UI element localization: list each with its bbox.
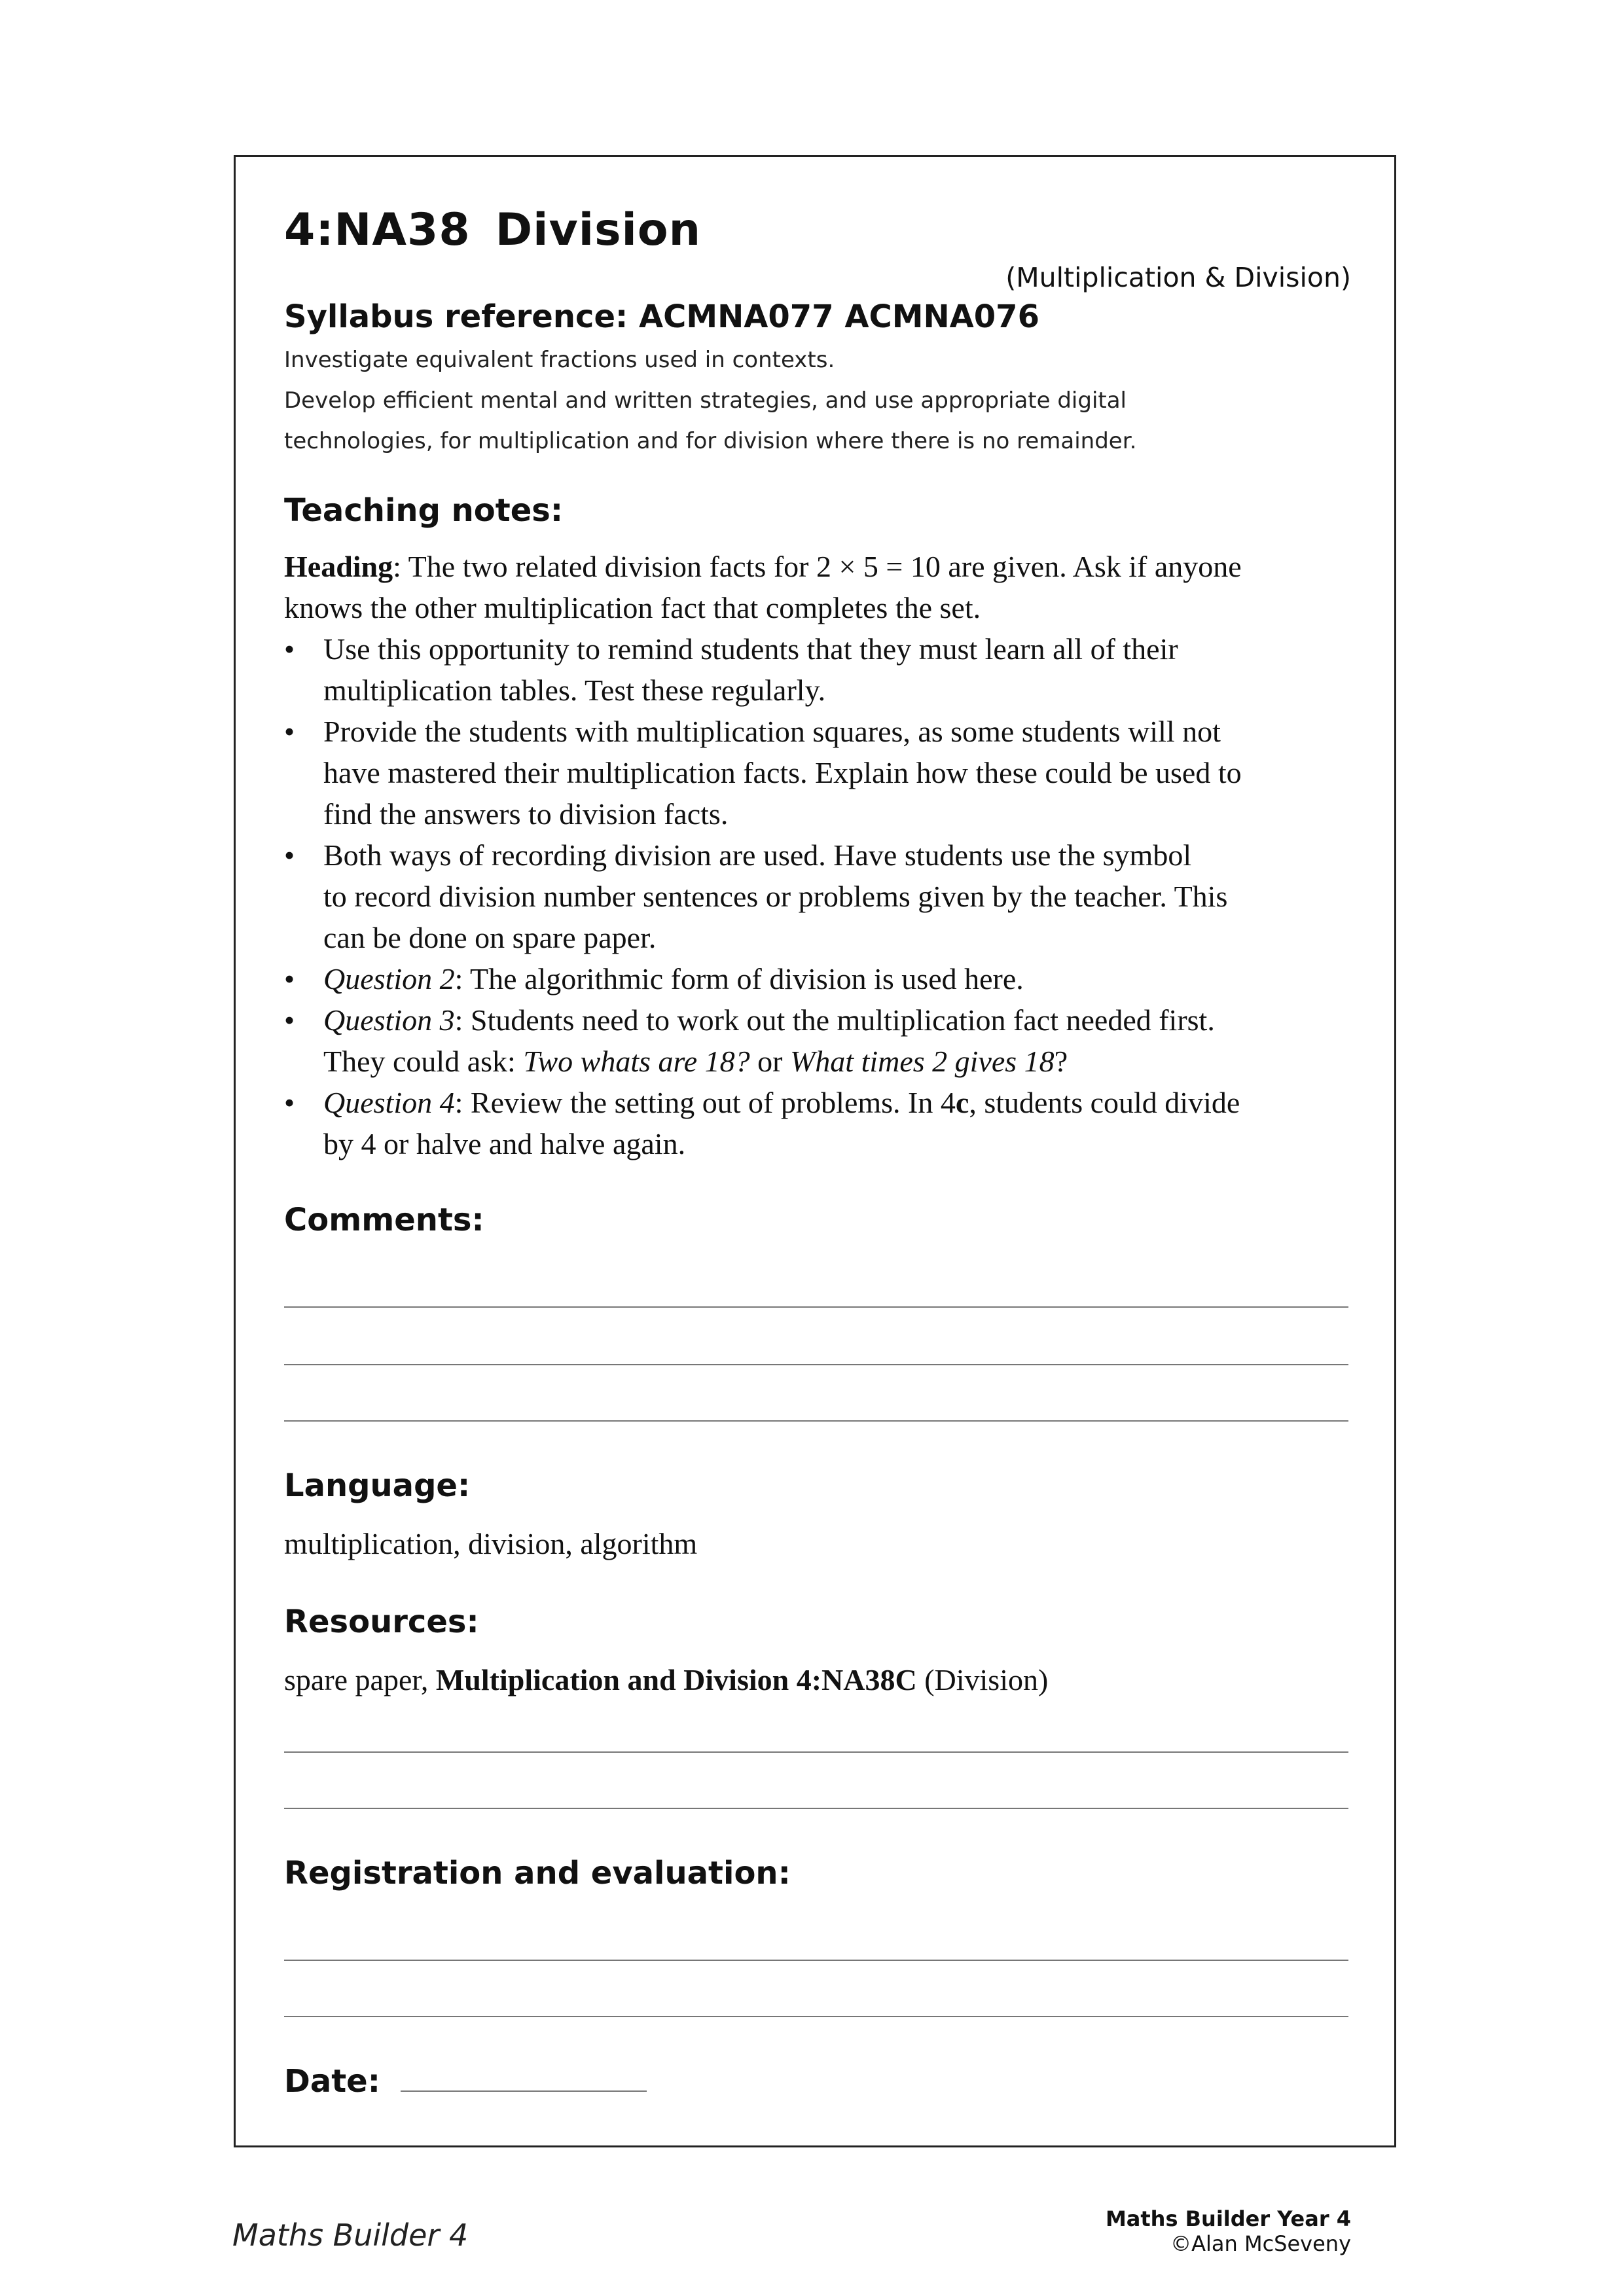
language-heading: Language: [284, 1467, 471, 1504]
syllabus-line-3: technologies, for multiplication and for division where there is no remainder. [284, 428, 1137, 454]
title-code: 4:NA38 [284, 204, 471, 256]
bullet-icon: • [284, 715, 295, 748]
footer-copyright: ©Alan McSeveny [1170, 2231, 1351, 2256]
resources-writing-line-2[interactable] [284, 1808, 1348, 1809]
strand-label: (Multiplication & Division) [1005, 262, 1351, 293]
resources-writing-line-1[interactable] [284, 1751, 1348, 1753]
language-text: multiplication, division, algorithm [284, 1527, 698, 1560]
bullet-icon: • [284, 962, 295, 996]
date-label: Date: [284, 2063, 380, 2100]
footer-series-title: Maths Builder Year 4 [1105, 2206, 1351, 2231]
syllabus-heading: Syllabus reference: ACMNA077 ACMNA076 [284, 298, 1039, 335]
comments-writing-line-1[interactable] [284, 1306, 1348, 1308]
resources-heading: Resources: [284, 1604, 479, 1640]
list-item: • Question 3: Students need to work out the multiplication fact needed first. They could ask: Two whats are 18? or What times 2 gives 18? [284, 999, 1384, 1082]
footer-credits [1106, 2206, 1351, 2256]
bullet-icon: • [284, 838, 295, 872]
syllabus-line-1: Investigate equivalent fractions used in contexts. [284, 347, 835, 373]
teaching-notes-list [284, 628, 1384, 1164]
syllabus-line-2: Develop efficient mental and written strategies, and use appropriate digital [284, 387, 1127, 414]
registration-heading: Registration and evaluation: [284, 1855, 791, 1892]
list-item: • Use this opportunity to remind students that they must learn all of their multiplication tables. Test these regularly. [284, 628, 1384, 711]
registration-writing-line-1[interactable] [284, 1960, 1348, 1961]
teaching-notes-body [284, 546, 1384, 1164]
registration-writing-line-2[interactable] [284, 2016, 1348, 2017]
bullet-icon: • [284, 1003, 295, 1037]
comments-writing-line-3[interactable] [284, 1420, 1348, 1422]
bullet-icon: • [284, 1086, 295, 1119]
list-item: • Question 4: Review the setting out of problems. In 4c, students could divide by 4 or halve and halve again. [284, 1082, 1384, 1164]
comments-heading: Comments: [284, 1202, 484, 1238]
title-name: Division [495, 204, 701, 256]
intro-line-1: Heading: The two related division facts for 2 × 5 = 10 are given. Ask if anyone [284, 550, 1242, 583]
resources-text: spare paper, Multiplication and Division 4:NA38C (Division) [284, 1663, 1049, 1696]
list-item: • Question 2: The algorithmic form of division is used here. [284, 958, 1384, 999]
page-title [284, 204, 701, 256]
list-item: • Both ways of recording division are used. Have students use the symbol to record division number sentences or problems given by the teacher. This can be done on spare paper. [284, 834, 1384, 958]
teaching-notes-heading: Teaching notes: [284, 492, 564, 529]
intro-label: Heading [284, 550, 393, 583]
footer-book-title: Maths Builder 4 [232, 2217, 469, 2253]
comments-writing-line-2[interactable] [284, 1364, 1348, 1365]
intro-line-2: knows the other multiplication fact that completes the set. [284, 591, 981, 624]
bullet-icon: • [284, 632, 295, 666]
date-writing-line[interactable] [401, 2090, 647, 2092]
list-item: • Provide the students with multiplication squares, as some students will not have mastered their multiplication facts. Explain how these could be used to find the answers to division facts. [284, 711, 1384, 834]
